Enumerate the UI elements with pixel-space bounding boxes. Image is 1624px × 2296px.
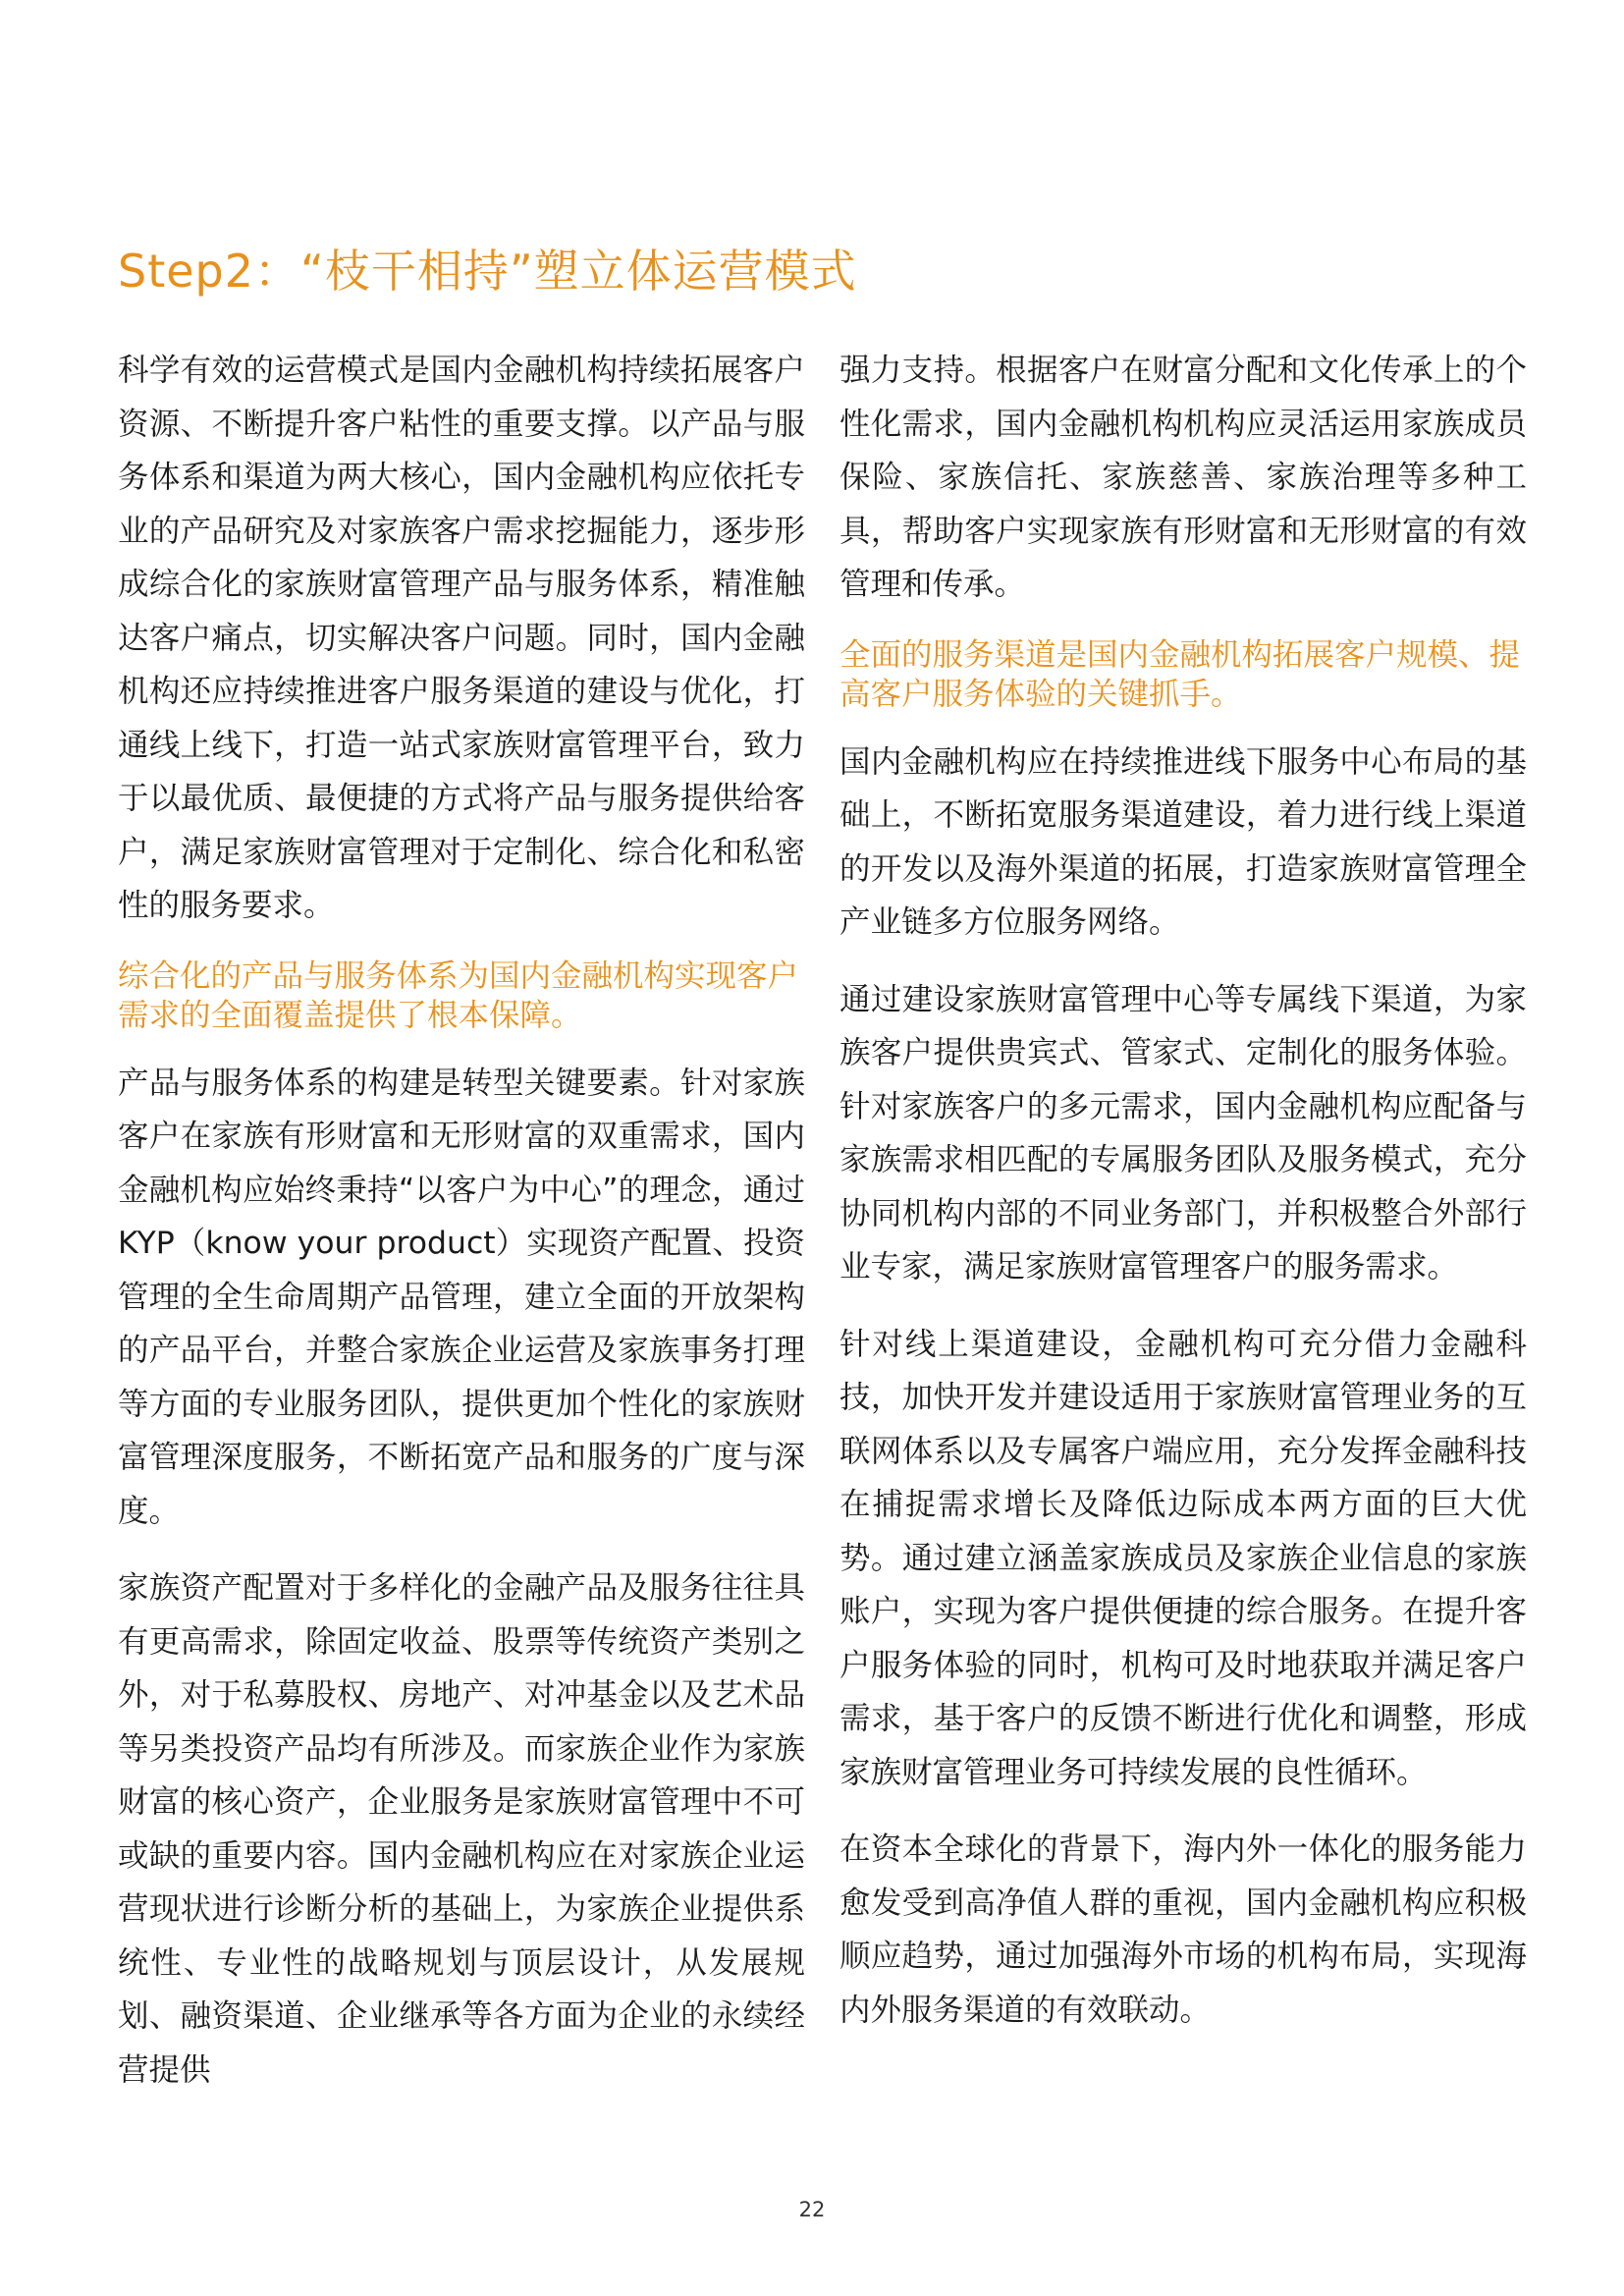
body-paragraph: 在资本全球化的背景下，海内外一体化的服务能力愈发受到高净值人群的重视，国内金融机构应积极顺应趋势，通过加强海外市场的机构布局，实现海内外服务渠道的有效联动。 [839, 1831, 1527, 2028]
section-subheading: 综合化的产品与服务体系为国内金融机构实现客户需求的全面覆盖提供了根本保障。 [118, 957, 799, 1033]
page-number: 22 [798, 2198, 826, 2221]
body-paragraph: 科学有效的运营模式是国内金融机构持续拓展客户资源、不断提升客户粘性的重要支撑。以产品与服务体系和渠道为两大核心，国内金融机构应依托专业的产品研究及对家族客户需求挖掘能力，逐步形成综合化的家族财富管理产品与服务体系，精准触达客户痛点，切实解决客户问题。同时，国内金融机构还应持续推进客户服务渠道的建设与优化，打通线上线下，打造一站式家族财富管理平台，致力于以最优质、最便捷的方式将产品与服务提供给客户，满足家族财富管理对于定制化、综合化和私密性的服务要求。 [118, 353, 805, 923]
section-subheading: 全面的服务渠道是国内金融机构拓展客户规模、提高客户服务体验的关键抓手。 [839, 636, 1521, 712]
body-paragraph: 国内金融机构应在持续推进线下服务中心布局的基础上，不断拓宽服务渠道建设，着力进行线上渠道的开发以及海外渠道的拓展，打造家族财富管理全产业链多方位服务网络。 [839, 743, 1527, 940]
body-paragraph: 针对线上渠道建设，金融机构可充分借力金融科技，加快开发并建设适用于家族财富管理业务的互联网体系以及专属客户端应用，充分发挥金融科技在捕捉需求增长及降低边际成本两方面的巨大优势。通过建立涵盖家族成员及家族企业信息的家族账户，实现为客户提供便捷的综合服务。在提升客户服务体验的同时，机构可及时地获取并满足客户需求，基于客户的反馈不断进行优化和调整，形成家族财富管理业务可持续发展的良性循环。 [839, 1326, 1527, 1790]
body-paragraph: 通过建设家族财富管理中心等专属线下渠道，为家族客户提供贵宾式、管家式、定制化的服务体验。针对家族客户的多元需求，国内金融机构应配备与家族需求相匹配的专属服务团队及服务模式，充分协同机构内部的不同业务部门，并积极整合外部行业专家，满足家族财富管理客户的服务需求。 [839, 981, 1527, 1285]
body-paragraph: 家族资产配置对于多样化的金融产品及服务往往具有更高需求，除固定收益、股票等传统资产类别之外，对于私募股权、房地产、对冲基金以及艺术品等另类投资产品均有所涉及。而家族企业作为家族财富的核心资产，企业服务是家族财富管理中不可或缺的重要内容。国内金融机构应在对家族企业运营现状进行诊断分析的基础上，为家族企业提供系统性、专业性的战略规划与顶层设计，从发展规划、融资渠道、企业继承等各方面为企业的永续经营提供 [118, 1570, 805, 2088]
body-paragraph: 强力支持。根据客户在财富分配和文化传承上的个性化需求，国内金融机构机构应灵活运用家族成员保险、家族信托、家族慈善、家族治理等多种工具，帮助客户实现家族有形财富和无形财富的有效管理和传承。 [839, 353, 1527, 602]
body-paragraph: 产品与服务体系的构建是转型关键要素。针对家族客户在家族有形财富和无形财富的双重需求，国内金融机构应始终秉持“以客户为中心”的理念，通过KYP（know your product）实现资产配置、投资管理的全生命周期产品管理，建立全面的开放架构的产品平台，并整合家族企业运营及家族事务打理等方面的专业服务团队，提供更加个性化的家族财富管理深度服务，不断拓宽产品和服务的广度与深度。 [118, 1065, 805, 1529]
right-column [839, 344, 1527, 2060]
page-title: Step2：“枝干相持”塑立体运营模式 [118, 245, 857, 298]
left-column [118, 344, 805, 2120]
